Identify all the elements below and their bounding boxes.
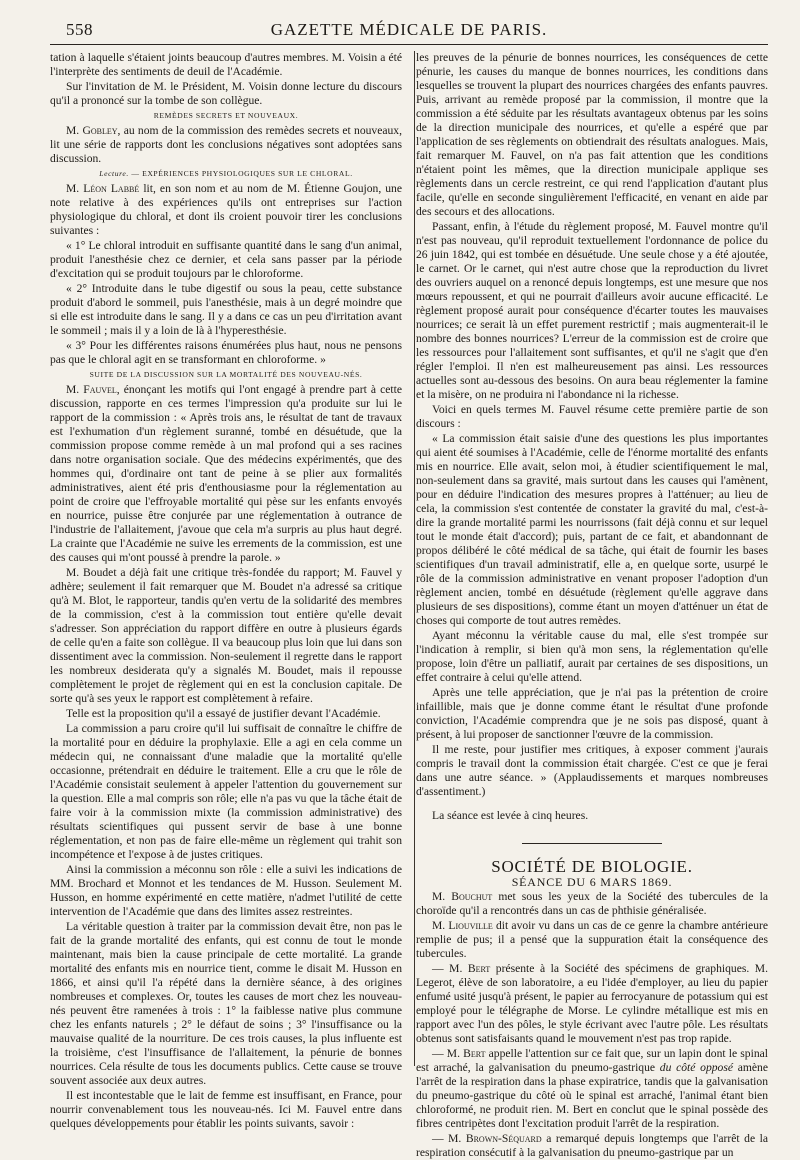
paragraph-text: énonçant les motifs qui l'ont engagé à prendre part à cette discussion, rapporte en ces termes l'impression qu'a produite sur lui le rapport de la commission : « Après trois ans, le résultat de tant de travaux est l'exhumation d'un règlement suranné, tombé en désuétude, que la commission propose comme remède à un mal profond qui a ses racines dans notre organisation sociale. Que des médecins expérimentés, que des hommes qui, d'ordinaire ont tant de peine à se plier aux formalités administratives, aient été pris d'enthousiasme pour la réglementation au point de croire que l'effroyable mortalité qui pèse sur les enfants envoyés en nourrice, puisse être conjurée par une réglementation à outrance de l'industrie de l'allaitement, j'avoue que cela m'a surpris au plus haut degré. La crainte que l'Académie ne suive les errements de la commission, est une des causes qui m'ont poussé à prendre la parole. » [50, 383, 403, 564]
section-heading [50, 167, 402, 181]
paragraph [416, 1132, 768, 1160]
speaker-name: M. Gobley, [66, 124, 121, 137]
section-title: — EXPÉRIENCES PHYSIOLOGIQUES SUR LE CHLORAL. [128, 169, 353, 178]
section-heading: REMÈDES SECRETS ET NOUVEAUX. [153, 111, 299, 120]
quote-paragraph: « La commission était saisie d'une des questions les plus importantes qui aient été soumises à l'Académie, celle de l'énorme mortalité des enfants mis en nourrice. Elle avait, selon moi, à étudier scientifiquement le mal, non-seulement dans sa gravité, mais surtout dans les causes qui l'amènent, pour en déduire l'indication des mesures propres à l'atténuer; au lieu de cela, la commission s'est contentée de constater la gravité du mal, c'est-à-dire la grande mortalité parmi les nourrissons (fait déjà connu et sur lequel tout le monde était d'accord); puis, partant de ce fait, et abandonnant de propos délibéré le côté médical de sa tâche, qui était de fournir les bases scientifiques d'un travail administratif, elle a, en quelque sorte, usurpé le rôle de la commission administrative en venant proposer l'adoption d'un règlement ancien, tombé en désuétude (règlement qu'elle aggrave dans plusieurs de ses dispositions), comme étant un moyen d'atténuer un état de choses qui comporte de tout autres remèdes. [416, 432, 768, 627]
italic-phrase: du côté opposé [659, 1061, 734, 1075]
paragraph [416, 890, 768, 918]
paragraph-text: appelle l'attention sur ce fait que, sur un lapin dont le spinal est arraché, la galvanisation du pneumo-gastrique [416, 1047, 768, 1075]
speaker-name: M. Fauvel, [66, 383, 120, 396]
speaker-name: — M. Brown-Séquard [432, 1132, 542, 1146]
speaker-name: — M. Bert [432, 962, 491, 976]
society-heading: SOCIÉTÉ DE BIOLOGIE. [491, 857, 693, 877]
paragraph: Passant, enfin, à l'étude du règlement proposé, M. Fauvel montre qu'il n'est pas nouveau, qu'il reproduit textuellement l'ordonnance de police du 26 juin 1842, qui est tombée en désuétude. Une seule chose y a été ajoutée, le carnet. Or le carnet, qui n'est autre chose que la reproduction du livret des ouvriers auquel on a renoncé depuis longtemps, est une mesure que nos mœurs repoussent, et qui ne pourrait d'ailleurs avoir aucune efficacité. Le règlement proposé aurait pour conséquence d'écarter toutes les mauvaises nourrices; ce serait là un effet purement restrictif ; mais augmenterait-il le nombre des bonnes nourrices? L'erreur de la commission est de croire que les ressources pour l'allaitement sont suffisantes, et qu'il ne s'agit que d'en régler l'emploi. Il n'en est malheureusement pas ainsi. Les ressources actuelles sont au-dessous des besoins. On aura beau réglementer la famine et la misère, on ne produira ni l'abondance ni la richesse. [416, 220, 768, 401]
speaker-name: M. Liouville [432, 919, 493, 933]
paragraph-text: met sous les yeux de la Société des tubercules de la choroïde qu'il a rencontrés dans un cas de phthisie généralisée. [416, 890, 768, 918]
column-divider [414, 51, 415, 1066]
paragraph [416, 919, 768, 961]
paragraph [50, 124, 402, 166]
paragraph: La commission a paru croire qu'il lui suffisait de connaître le chiffre de la mortalité pour en déduire la prophylaxie. Elle a agi en cela comme un médecin qui, ne connaissant d'une maladie que la mortalité qu'elle occasionne, prétendrait en déduire le traitement. Elle a cru que le rôle de l'Académie consistait seulement à appeler l'attention du gouvernement sur la question. Elle a mal compris son rôle; elle n'a pas vu que la tâche était de faire voir à la commission mixte (la commission administrative) des résultats scientifiques qui pussent servir de base à une bonne réglementation, et non pas de faire elle-même un règlement qui trahit son incompétence et l'expose à de justes critiques. [50, 722, 402, 861]
paragraph [416, 1047, 768, 1131]
quote-paragraph: « 3° Pour les différentes raisons énumérées plus haut, nous ne pensons pas que le chloral agit en se transformant en chloroforme. » [50, 339, 402, 366]
page-number: 558 [66, 20, 93, 39]
closing-line: La séance est levée à cinq heures. [432, 809, 589, 822]
paragraph-text: présente à la Société des spécimens de graphiques. M. Legerot, élève de son laboratoire, a eu l'idée d'employer, au lieu du papier enfumé usité jusqu'à présent, le papier au ferrocyanure de potassium qui est employé pour le télégraphe de Morse. Le cylindre métallique est mis en rapport avec l'un des pôles, le style écrivant avec l'autre pôle. Les résultats obtenus sont satisfaisants quand le mouvement n'est pas trop rapide. [416, 962, 769, 1046]
quote-paragraph: Après une telle appréciation, que je n'ai pas la prétention de croire infaillible, mais que je donne comme étant le résultat d'une profonde conviction, l'Académie comprendra que je ne sois pas disposé, quant à présent, à lui proposer de sanctionner l'œuvre de la commission. [416, 686, 768, 741]
quote-paragraph: « 1° Le chloral introduit en suffisante quantité dans le sang d'un animal, produit l'anesthésie chez ce dernier, et cela sans passer par la période d'excitation qui se produit toujours par le chloroforme. [50, 239, 402, 280]
speaker-name: — M. Bert [432, 1047, 486, 1061]
quote-paragraph: Il me reste, pour justifier mes critiques, à exposer comment j'aurais compris le travail dont la commission était chargée. C'est ce que je ferai dans une autre séance. » (Applaudissements et marques nombreuses d'assentiment.) [416, 743, 768, 798]
paragraph-text: lit, en son nom et au nom de M. Étienne Goujon, une note relative à des expériences qu'ils ont entreprises sur l'action physiologique du chloral, et dont ils croient pouvoir tirer les conclusions suivantes : [50, 182, 403, 237]
speaker-name: M. Bouchut [432, 890, 493, 904]
paragraph [50, 383, 402, 565]
right-column [416, 51, 769, 1160]
section-heading: SUITE DE LA DISCUSSION SUR LA MORTALITÉ DES NOUVEAU-NÉS. [89, 370, 363, 379]
speaker-name: M. Léon Labbé [66, 182, 140, 195]
paragraph: tation à laquelle s'étaient joints beaucoup d'autres membres. M. Voisin a été l'interprète des sentiments de deuil de l'Académie. [50, 51, 402, 78]
quote-paragraph: « 2° Introduite dans le tube digestif ou sous la peau, cette substance produit d'abord le sommeil, puis l'anesthésie, mais à un degré moindre que si elle est introduite dans le sang. Il y a dans ce cas un peu d'irritation avant le sommeil ; mais il y a loin de là à l'hyperesthésie. [50, 282, 402, 337]
paragraph [416, 962, 768, 1046]
quote-paragraph: Ayant méconnu la véritable cause du mal, elle s'est trompée sur l'indication à remplir, si bien qu'à mon sens, la réglementation qu'elle propose, loin d'être un palliatif, aurait par certaines de ses dispositions, un effet contraire à celui qu'elle attend. [416, 629, 768, 684]
page-header [50, 14, 768, 45]
section-rule [522, 843, 662, 844]
paragraph: Il est incontestable que le lait de femme est insuffisant, en France, pour nourrir convenablement tous les nouveau-nés. Ici M. Fauvel entre dans quelques développements pour établir les points suivants, savoir : [50, 1089, 402, 1130]
left-column [50, 51, 403, 1130]
paragraph: La véritable question à traiter par la commission devait être, non pas le fait de la grande mortalité des enfants, qui est connu de tout le monde maintenant, mais bien la cause principale de cette mortalité. La grande mortalité des enfants mis en nourrice tient, comme le disait M. Husson en 1866, et ainsi qu'il l'a répété dans la dernière séance, à des origines nombreuses et complexes. Or, toutes les causes de mort chez les nouveau-nés peuvent être ramenées à trois : 1° la faiblesse native plus commune chez les enfants naturels ; 2° le défaut de soins ; 3° l'insuffisance ou la mauvaise qualité de la nourriture. De ces trois causes, la plus influente est la troisième, c'est l'insuffisance de l'allaitement, la pénurie de bonnes nourrices. Cela résulte de tous les documents publics. Cette cause se trouve souvent associée aux deux autres. [50, 920, 402, 1087]
section-lead: Lecture. [99, 169, 129, 178]
paragraph: M. Boudet a déjà fait une critique très-fondée du rapport; M. Fauvel y adhère; seulement il fait remarquer que M. Boudet n'a adressé sa critique qu'à M. Blot, le rapporteur, tandis qu'en vertu de la solidarité des membres de la commission, c'est à la commission tout entière qu'elle devait s'adresser. Son appréciation du rapport diffère en outre à plusieurs égards de celle qu'en a faite son collègue. Il va beaucoup plus loin que lui dans son dissentiment avec la commission. Non-seulement il regrette dans le rapport les nombreux desiderata qu'y a signalés M. Boudet, mais il repousse complètement le projet de règlement qui en est la conclusion capitale. De sorte qu'à ses yeux le rapport est complètement à refaire. [50, 566, 402, 705]
session-date: SÉANCE DU 6 MARS 1869. [511, 875, 673, 890]
journal-title: GAZETTE MÉDICALE DE PARIS. [270, 20, 548, 39]
paragraph: Sur l'invitation de M. le Président, M. Voisin donne lecture du discours qu'il a prononcé sur la tombe de son collègue. [50, 80, 402, 107]
paragraph: les preuves de la pénurie de bonnes nourrices, les conséquences de cette pénurie, les causes du manque de bonnes nourrices, les conditions dans lesquelles se trouvent la plupart des nourrices chargées des enfants pauvres. Puis, arrivant au remède proposé par la commission, il montre que la commission a été séduite par les résultats avantageux obtenus par les soins de la direction municipale des nourrices, et qu'elle a espéré que par l'application de ses règlements on obtiendrait des résultats analogues. Mais, fait remarquer M. Fauvel, on n'a pas fait attention que les conditions n'étaient point les mêmes, que la direction municipale applique ses règlements dans un cercle restreint, ce qui rend l'application d'autant plus facile, qu'elle en seconde singulièrement l'efficacité, en venant en aide par des secours et des allocations. [416, 51, 768, 218]
paragraph: Telle est la proposition qu'il a essayé de justifier devant l'Académie. [66, 707, 381, 720]
paragraph: Ainsi la commission a méconnu son rôle : elle a suivi les indications de MM. Brochard et Monnot et les tendances de M. Husson. Seulement M. Husson, en homme expérimenté en cette matière, n'admet l'utilité de cette intervention de l'Académie que dans des limites assez restreintes. [50, 863, 402, 918]
two-column-body [50, 51, 769, 1160]
paragraph-text: amène l'arrêt de la respiration dans la phase expiratrice, tandis que la galvanisation du pneumo-gastrique du côté où le spinal est arraché, l'animal étant bien chloroformé, ne produit rien. M. Bert en conclut que le spinal possède des fibres centripètes dont l'excitation produit l'arrêt de la respiration. [416, 1061, 769, 1131]
paragraph-text: dit avoir vu dans un cas de ce genre la chambre antérieure remplie de pus; il a pensé que la suppuration était la conséquence des tubercules. [416, 919, 769, 961]
paragraph-text: a remarqué depuis longtemps que l'arrêt de la respiration consécutif à la galvanisation du pneumo-gastrique par un [416, 1132, 768, 1160]
paragraph: Voici en quels termes M. Fauvel résume cette première partie de son discours : [416, 403, 768, 430]
paragraph [50, 182, 402, 238]
paragraph-text: au nom de la commission des remèdes secrets et nouveaux, lit une série de rapports dont les conclusions négatives sont adoptées sans discussion. [50, 124, 402, 165]
